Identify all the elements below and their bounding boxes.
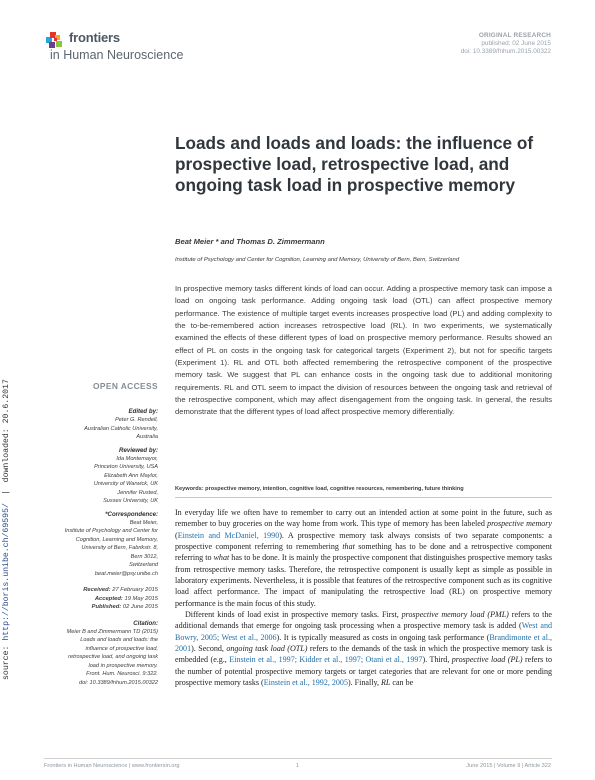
keywords-label: Keywords: [175, 486, 204, 492]
citation-link[interactable]: West and Bowry, 2005; West et al., 2006 [175, 621, 552, 642]
abstract: In prospective memory tasks different kinds of load can occur. Adding a prospective memory task can impose a load on ongoing task performance. Adding ongoing task load (OTL) can affect prospective memory performance. The existence of multiple target events increases prospective load (PL) and adding complexity to the to-be-remembered action increases retrospective load (RL). In two experiments, we systematically examined the effects of these different types of load on prospective memory performance. Results showed an effect of PL on costs in the ongoing task for categorical targets (Experiment 2), but not for specific targets (Experiment 1). RL and OTL both affected remembering the retrospective component of the prospective memory task. We suggest that PL can enhance costs in the ongoing task due to additional monitoring requirements. RL and OTL seem to impact the division of resources between the ongoing task and retrieval of the retrospective component, which may affect disengagement from the ongoing task. In general, the results demonstrate that the different types of load affect prospective memory differentially. [175, 284, 552, 417]
published-date: published: 02 June 2015 [481, 40, 551, 47]
emphasis-text: prospective memory load (PML) [401, 610, 509, 620]
received-row [30, 586, 158, 595]
side-source-text [2, 100, 11, 680]
body-run: ). A prospective memory task always consists of two separate components: a prospective component referring to remembering [175, 530, 552, 552]
citation-link[interactable]: Einstein et al., 1992, 2005 [263, 678, 348, 688]
brand-name: frontiers [69, 30, 120, 45]
published-label: Published: [91, 604, 122, 610]
doi-link[interactable]: doi: 10.3389/fnhum.2015.00322 [460, 48, 551, 55]
body-run: ). It is typically measured as costs in ongoing task performance ( [276, 632, 490, 642]
article-sidebar [30, 381, 158, 687]
sidebar-line: Beat Meier, [129, 519, 158, 526]
accepted-row [30, 595, 158, 604]
sidebar-line: doi: 10.3389/fnhum.2015.00322 [78, 679, 158, 686]
accepted-date: 19 May 2015 [124, 595, 158, 602]
correspondence-label: *Correspondence: [105, 510, 158, 518]
journal-name: in Human Neuroscience [50, 48, 184, 62]
side-source-label: source: [2, 645, 11, 680]
edited-by-label: Edited by: [128, 408, 158, 415]
citation-link[interactable]: Einstein et al., 1997; Kidder et al., 1997; Otani et al., 1997 [229, 655, 423, 665]
emphasis-text: prospective memory [487, 519, 553, 529]
body-run: can be [390, 678, 414, 688]
keywords-list: prospective memory, intention, cognitive load, cognitive resources, remembering, future thinking [205, 486, 464, 492]
keywords [175, 486, 552, 492]
correspondence-list [30, 519, 158, 579]
sidebar-line: influence of prospective load, [85, 645, 158, 652]
sidebar-line: Meier B and Zimmermann TD (2015) [66, 628, 158, 635]
footer-page-number: 1 [295, 763, 300, 769]
sidebar-line: University of Bern, Fabrikstr. 8, [81, 545, 158, 551]
citation-link[interactable]: Einstein and McDaniel, 1990 [177, 530, 280, 540]
sidebar-line: Australian Catholic University, [84, 425, 158, 432]
received-label: Received: [83, 587, 111, 593]
authors[interactable]: Beat Meier * and Thomas D. Zimmermann [175, 237, 325, 246]
sidebar-line: beat.meier@psy.unibe.ch [94, 570, 158, 577]
body-run: refers to the number of potential prospective memory targets or target categories that are relevant for one or more pending prospective memory tasks ( [175, 655, 552, 688]
sidebar-line: Ida Montemayor, [116, 455, 158, 462]
sidebar-line: Jennifer Rusted, [117, 489, 158, 496]
sidebar-line: University of Warwick, UK [93, 481, 158, 487]
reviewed-by-label: Reviewed by: [119, 446, 158, 454]
sidebar-line: Front. Hum. Neurosci. 9:322. [86, 671, 158, 677]
side-downloaded: downloaded: 20.6.2017 [2, 379, 11, 483]
reviewed-by-list [30, 455, 158, 506]
article-dates [30, 586, 158, 612]
sidebar-line: load in prospective memory. [88, 662, 158, 669]
article-meta [461, 32, 551, 56]
accepted-label: Accepted: [94, 595, 123, 602]
footer-journal[interactable]: Frontiers in Human Neuroscience | www.frontiersin.org [44, 763, 180, 769]
side-source-link[interactable]: http://boris.unibe.ch/69595/ [2, 503, 11, 641]
body-run: ). Finally, [347, 678, 381, 688]
edited-by-list [30, 416, 158, 442]
citation-list [30, 628, 158, 688]
body-run: ). Third, [422, 655, 452, 665]
published-date-sidebar: 02 June 2015 [122, 604, 158, 610]
published-row [30, 603, 158, 612]
keywords-divider [175, 497, 552, 498]
sidebar-line: Institute of Psychology and Center for [64, 528, 158, 534]
body-paragraph-1 [175, 507, 552, 609]
body-run: Different kinds of load exist in prospective memory tasks. First, [185, 610, 402, 620]
article-type: ORIGINAL RESEARCH [478, 32, 551, 39]
sidebar-line: Sussex University, UK [103, 498, 158, 504]
sidebar-line: retrospective load, and ongoing task [68, 654, 158, 660]
side-separator: | [2, 490, 11, 496]
body-run: ). Second, [191, 644, 227, 654]
citation-label: Citation: [133, 619, 158, 627]
affiliation: Institute of Psychology and Center for Cognition, Learning and Memory, University of Bern, Bern, Switzerland [175, 257, 460, 263]
sidebar-line: Bern 3012, [130, 553, 158, 560]
emphasis-text: RL [381, 678, 391, 688]
body-paragraph-2 [175, 609, 552, 688]
body-run: has to be done. It is mainly the prospective component that distinguishes prospective memory tasks from retrospective memory tasks. Therefore, the retrospective component is usually kept as simple as possible in laboratory experiments. Nevertheless, it is possible that features of the retrospective component such as its cognitive load affect performance. The impact of manipulating the retrospective load (RL) on prospective memory performance is the main focus of this study. [175, 553, 552, 608]
sidebar-line: Loads and loads and loads: the [80, 637, 158, 643]
citation-link[interactable]: Brandimonte et al., 2001 [175, 632, 552, 654]
sidebar-line: Australia [136, 434, 158, 440]
body-run: something has to be done and a retrospective component referring to [175, 542, 552, 563]
sidebar-line: Cognition, Learning and Memory, [75, 536, 158, 543]
emphasis-text: what [213, 553, 230, 563]
body-run: ( [175, 530, 178, 540]
body-run: refers to the additional demands that emerge for ongoing task processing when a prospective memory task is added ( [175, 610, 552, 631]
sidebar-line: Princeton University, USA [94, 464, 158, 470]
sidebar-line: Switzerland [129, 562, 158, 568]
sidebar-line: Peter G. Rendell, [115, 417, 158, 423]
body-text [175, 507, 552, 689]
body-run: In everyday life we often have to remember to carry out an intended action at some point in the future, such as remember to buy groceries on the way home from work. This type of memory has been labeled [175, 508, 552, 529]
frontiers-logo-icon [46, 32, 66, 50]
emphasis-text: prospective load (PL) [451, 655, 523, 665]
emphasis-text: that [342, 542, 355, 552]
journal-logo[interactable] [46, 31, 183, 67]
received-date: 27 February 2015 [112, 587, 158, 593]
sidebar-line: Elizabeth Ann Maylor, [104, 472, 158, 479]
footer-issue: June 2015 | Volume 9 | Article 322 [466, 763, 551, 769]
footer-divider [44, 758, 552, 759]
open-access-label[interactable]: OPEN ACCESS [92, 381, 158, 391]
emphasis-text: ongoing task load (OTL) [226, 644, 308, 654]
article-title: Loads and loads and loads: the influence of prospective load, retrospective load, and ongoing task load in prospective memory [175, 133, 534, 195]
body-run: refers to the demands of the task in which the prospective memory task is embedded (e.g., [175, 644, 552, 665]
